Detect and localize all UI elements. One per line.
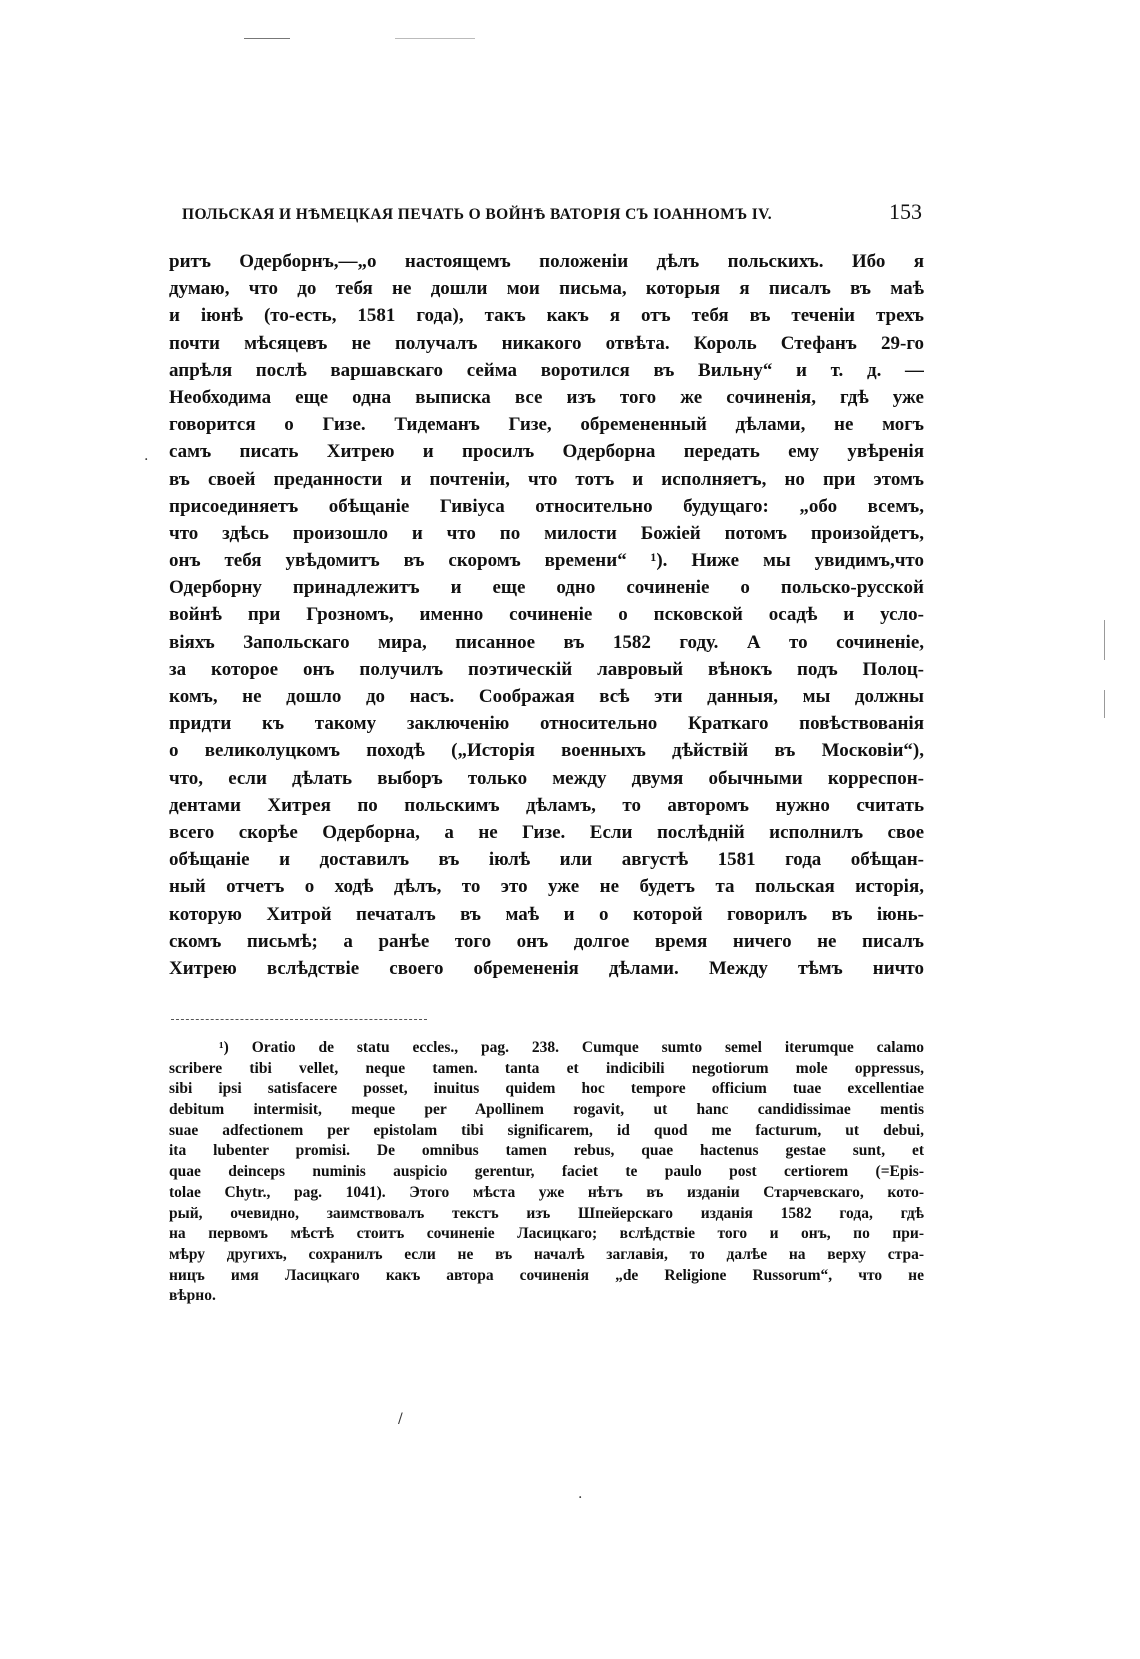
scan-mark: [1104, 620, 1105, 660]
body-line: придти къ такому заключенію относительно Краткаго повѣствованія: [169, 713, 924, 735]
footnote-line: мѣру другихъ, сохранилъ если не въ началѣ заглавія, то далѣе на верху стра-: [169, 1245, 924, 1263]
footnote-line: ita lubenter promisi. De omnibus tamen rebus, quae hactenus gestae sunt, et: [169, 1142, 924, 1160]
footnote-line: scribere tibi vellet, neque tamen. tanta et indicibili negotiorum mole oppressus,: [169, 1059, 924, 1077]
footnote-line: ¹) Oratio de statu eccles., pag. 238. Cumque sumto semel iterumque calamo: [219, 1039, 924, 1056]
body-line: комъ, не дошло до насъ. Соображая всѣ эти данныя, мы должны: [169, 686, 924, 707]
body-line: говорится о Гизе. Тидеманъ Гизе, обремененный дѣлами, не могъ: [169, 414, 924, 436]
body-text: [169, 248, 924, 982]
body-line: въ своей преданности и почтеніи, что тотъ и исполняетъ, но при этомъ: [169, 468, 924, 490]
scan-mark: [244, 38, 290, 39]
body-line: присоединяетъ обѣщаніе Гивіуса относительно будущаго: „обо всемъ,: [169, 495, 924, 517]
body-line: віяхъ Запольскаго мира, писанное въ 1582 году. А то сочиненіе,: [169, 631, 924, 653]
scan-speck: ·: [578, 1490, 583, 1506]
footnotes: [169, 1038, 924, 1307]
scan-mark: [1104, 690, 1105, 718]
body-line: за которое онъ получилъ поэтическій лавровый вѣнокъ подъ Полоц-: [169, 658, 924, 680]
footnote-line: suae adfectionem per epistolam tibi significarem, id quod me facturum, ut debui,: [169, 1121, 924, 1139]
footnote-line: рый, очевидно, заимствовалъ текстъ изъ Шпейерскаго изданія 1582 года, гдѣ: [169, 1204, 924, 1222]
running-head: ПОЛЬСКАЯ И НѢМЕЦКАЯ ПЕЧАТЬ О ВОЙНѢ ВАТОРІЯ СЪ ІОАННОМЪ IV.: [182, 206, 773, 223]
body-line: скомъ письмѣ; а ранѣе того онъ долгое время ничего не писалъ: [169, 930, 924, 952]
footnote-divider: [171, 1019, 427, 1020]
body-line: обѣщаніе и доставилъ въ іюлѣ или августѣ 1581 года обѣщан-: [169, 849, 924, 871]
footnote-line: ницъ имя Ласицкаго какъ автора сочиненія „de Religione Russorum“, что не: [169, 1266, 924, 1284]
page-header: [182, 199, 922, 225]
body-line: ритъ Одерборнъ,—„о настоящемъ положеніи дѣлъ польскихъ. Ибо я: [169, 251, 924, 272]
footnote-line: вѣрно.: [169, 1287, 216, 1305]
footnote-line: sibi ipsi satisfacere posset, inuitus quidem hoc tempore officium tuae excellentiae: [169, 1080, 924, 1098]
body-line: которую Хитрой печаталъ въ маѣ и о которой говорилъ въ іюнь-: [169, 903, 924, 925]
body-line: почти мѣсяцевъ не получалъ никакого отвѣта. Король Стефанъ 29-го: [169, 332, 924, 354]
body-line: что здѣсь произошло и что по милости Божіей потомъ произойдетъ,: [169, 522, 924, 544]
body-line: самъ писать Хитрею и просилъ Одерборна передать ему увѣренія: [169, 441, 924, 463]
body-line: Одерборну принадлежитъ и еще одно сочиненіе о польско-русской: [169, 577, 924, 599]
body-line: что, если дѣлать выборъ только между двумя обычными корреспон-: [169, 767, 924, 789]
footnote-line: на первомъ мѣстѣ стоитъ сочиненіе Ласицкаго; вслѣдствіе того и онъ, по при-: [169, 1225, 924, 1243]
body-line: думаю, что до тебя не дошли мои письма, которыя я писалъ въ маѣ: [169, 278, 924, 300]
footnote-line: tolae Chytr., pag. 1041). Этого мѣста уже нѣтъ въ изданіи Старчевскаго, кото-: [169, 1183, 924, 1201]
body-line: дентами Хитрея по польскимъ дѣламъ, то авторомъ нужно считать: [169, 794, 924, 816]
scan-speck: .: [144, 448, 149, 464]
body-line: о великолуцкомъ походѣ („Исторія военныхъ дѣйствій въ Московіи“),: [169, 740, 924, 762]
body-line: ный отчетъ о ходѣ дѣлъ, то это уже не будетъ та польская исторія,: [169, 876, 924, 898]
footnote-line: quae deinceps numinis auspicio gerentur, faciet te paulo post certiorem (=Epis-: [169, 1163, 924, 1181]
body-line: Хитрею вслѣдствіе своего обремененія дѣлами. Между тѣмъ ничто: [169, 957, 924, 979]
body-line: апрѣля послѣ варшавскаго сейма воротился въ Вильну“ и т. д. —: [169, 359, 924, 381]
footnote-line: debitum intermisit, meque per Apollinem rogavit, ut hanc candidissimae mentis: [169, 1101, 924, 1119]
body-line: онъ тебя увѣдомитъ въ скоромъ времени“ ¹). Ниже мы увидимъ,что: [169, 550, 924, 572]
body-line: войнѣ при Грозномъ, именно сочиненіе о псковской осадѣ и усло-: [169, 604, 924, 626]
scan-mark: [395, 38, 475, 39]
body-line: и іюнѣ (то-есть, 1581 года), такъ какъ я отъ тебя въ теченіи трехъ: [169, 305, 924, 327]
body-line: всего скорѣе Одерборна, а не Гизе. Если послѣдній исполнилъ свое: [169, 821, 924, 843]
body-line: Необходима еще одна выписка все изъ того же сочиненія, гдѣ уже: [169, 386, 924, 408]
scan-speck: /: [398, 1411, 403, 1427]
page-number: 153: [889, 199, 922, 224]
